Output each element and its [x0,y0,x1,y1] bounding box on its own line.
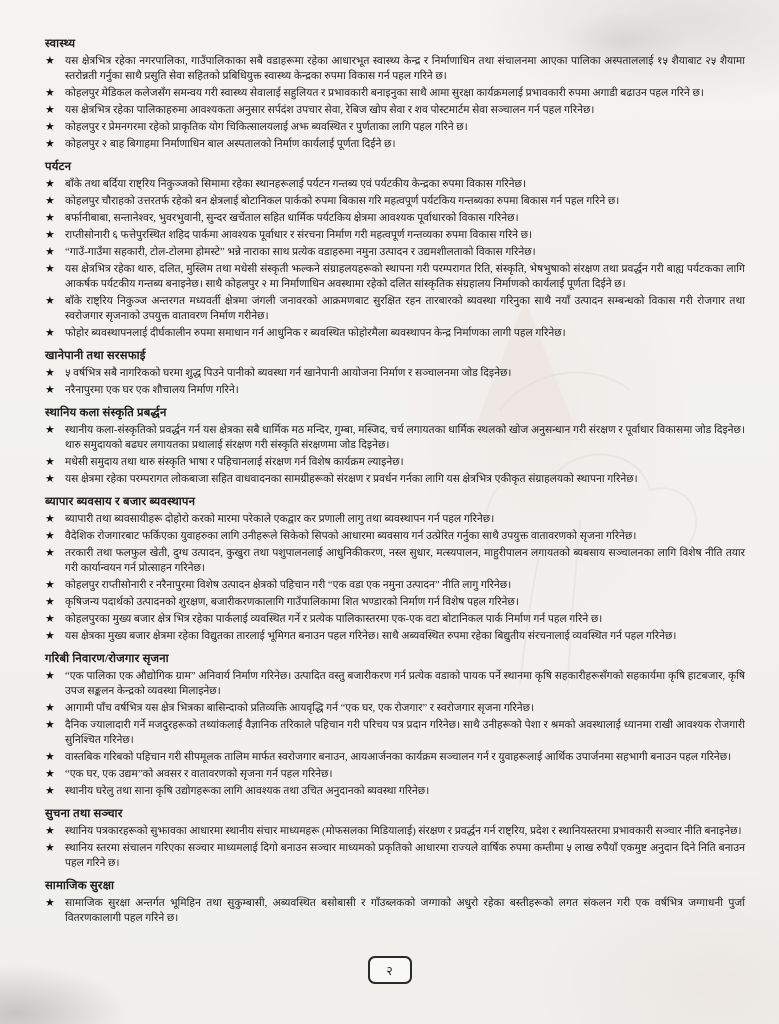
star-bullet-icon: ★ [45,785,55,797]
star-bullet-icon: ★ [45,768,55,780]
section-information-communication [45,806,745,871]
bullet-item [45,194,745,209]
bullet-text: ५ वर्षभित्र सबै नागरिकको घरमा शुद्ध पिउने पानीको ब्यवस्था गर्न खानेपानी आयोजना निर्माण र सञ्चालनमा जोड दिइनेछ। [65,368,512,379]
bullet-list [45,177,745,341]
section-heading: खानेपानी तथा सरसफाई [45,350,146,362]
star-bullet-icon: ★ [45,384,55,396]
bullet-item [45,294,745,324]
star-bullet-icon: ★ [45,246,55,258]
bullet-item [45,326,745,341]
star-bullet-icon: ★ [45,229,55,241]
star-bullet-icon: ★ [45,513,55,525]
bullet-text: कोहलपुरका मुख्य बजार क्षेत्र भित्र रहेका पार्कलाई व्यवस्थित गर्ने र प्रत्येक पालिकास्तरमा एक-एक वटा बोटानिकल पार्क निर्माण गर्न पहल गरिने छ। [65,614,603,625]
bullet-item [45,512,745,527]
bullet-item [45,824,745,839]
bullet-text: बाँके राष्ट्रिय निकुञ्ज अन्तरगत मध्यवर्ती क्षेत्रमा जंगली जनावरको आक्रमणबाट सुरक्षित रहन तारबारको ब्यवस्था गरिनुका साथै नयाँ उत्पादन सम्बन्धको विकास गरी रोजगार तथा स्वरोजगार सृजनाको उपयुक्त वातावरण निर्माण गरीनेछ। [65,296,745,322]
bullet-item [45,529,745,544]
bullet-text: ब्यापारी तथा ब्यवसायीहरू दोहोरो करको मारमा परेकाले एकद्वार कर प्रणाली लागु तथा ब्यवस्थापन गर्न पहल गरिनेछ। [65,514,495,525]
bullet-item [45,784,745,799]
bullet-item [45,701,745,716]
bullet-list [45,669,745,799]
star-bullet-icon: ★ [45,579,55,591]
bullet-text: नरैनापुरमा एक घर एक शौचालय निर्माण गरिने। [65,385,239,396]
bullet-text: यस क्षेत्रभित्र रहेका पालिकाहरुमा आवश्यकता अनुसार सर्पदंश उपचार सेवा, रेबिज खोप सेवा र शव पोस्टमार्टम सेवा सञ्चालन गर्न पहल गरिनेछ। [65,105,595,116]
bullet-list [45,896,745,926]
bullet-list [45,366,745,398]
bullet-item [45,595,745,610]
bullet-text: बाँके तथा बर्दिया राष्ट्रिय निकुञ्जको सिमामा रहेका स्थानहरूलाई पर्यटन गन्तब्य एवं पर्यटकीय केन्द्रका रुपमा विकास गरिनेछ। [65,179,526,190]
star-bullet-icon: ★ [45,55,55,67]
bullet-item [45,546,745,576]
section-heading: गरिबी निवारण/रोजगार सृजना [45,653,169,665]
star-bullet-icon: ★ [45,897,55,909]
section-heading: स्थानिय कला संस्कृति प्रबर्द्धन [45,407,167,419]
bullet-text: स्थानिय स्तरमा संचालन गरिएका सञ्चार माध्यमलाई दिगो बनाउन सञ्चार माध्यमको प्रकृतिको आधारमा राज्यले वार्षिक रुपमा कम्तीमा ५ लाख रुपैयाँ एकमुष्ट अनुदान दिने निति बनाउन पहल गरिने छ। [65,843,745,869]
bullet-text: वास्तबिक गरिबको पहिचान गरी सीपमूलक तालिम मार्फत स्वरोजगार बनाउन, आयआर्जनका कार्यक्रम सञ्चालन गर्न र युवाहरूलाई आर्थिक उपार्जनमा सहभागी बनाउन पहल गरिनेछ। [65,752,732,763]
star-bullet-icon: ★ [45,295,55,307]
section-heading: स्वास्थ्य [45,38,76,50]
star-bullet-icon: ★ [45,367,55,379]
bullet-list [45,824,745,871]
bullet-item [45,211,745,226]
bullet-text: स्थानीय घरेलु तथा साना कृषि उद्योगहरूका लागि आवश्यक तथा उचित अनुदानको ब्यवस्था गरिनेछ। [65,786,430,797]
bullet-item [45,841,745,871]
bullet-text: स्थानिय पत्रकारहरूको सुझावका आधारमा स्थानीय संचार माध्यमहरू (मोफसलका मिडियालाई) संरक्षण र प्रवर्द्धन गर्न राष्ट्रिय, प्रदेश र स्थानियस्तरमा प्रभावकारी सञ्चार नीति बनाइनेछ। [65,826,742,837]
bullet-item [45,669,745,699]
section-heading: सुचना तथा सञ्चार [45,808,123,820]
page-number-box [368,956,412,984]
bullet-item [45,767,745,782]
bullet-text: कृषिजन्य पदार्थको उत्पादनको शुरक्षण, बजारीकरणकालागि गाउँपालिकामा शित भण्डारको निर्माण गर्न विशेष पहल गरिनेछ। [65,597,519,608]
star-bullet-icon: ★ [45,138,55,150]
star-bullet-icon: ★ [45,456,55,468]
star-bullet-icon: ★ [45,702,55,714]
bullet-item [45,120,745,135]
bullet-item [45,177,745,192]
star-bullet-icon: ★ [45,613,55,625]
star-bullet-icon: ★ [45,424,55,436]
document-content [45,30,745,933]
section-social-security [45,878,745,926]
section-heading: सामाजिक सुरक्षा [45,880,115,892]
bullet-item [45,54,745,84]
bullet-text: “एक घर, एक उद्यम”को अवसर र वातावरणको सृजना गर्न पहल गरिनेछ। [65,769,333,780]
star-bullet-icon: ★ [45,473,55,485]
bullet-text: कोहलपुर चौराहको उत्तरतर्फ रहेको बन क्षेत्रलाई बोटानिकल पार्कको रुपमा बिकास गरि महत्वपूर्ण पर्यटकिय गन्तब्यका रुपमा बिकास गर्न पहल गरिने छ। [65,196,620,207]
bullet-text: राप्तीसोनारी ६ फत्तेपुरस्थित शहिद पार्कमा आवश्यक पूर्वाधार र संरचना निर्माण गरी महत्वपूर्ण गन्तव्यका रुपमा विकास गरिने छ। [65,230,533,241]
star-bullet-icon: ★ [45,842,55,854]
bullet-item [45,137,745,152]
bullet-item [45,472,745,487]
section-trade-business-market-management [45,494,745,644]
page-number: २ [386,963,393,978]
bullet-item [45,629,745,644]
bullet-text: सामाजिक सुरक्षा अन्तर्गत भूमिहिन तथा सुकुम्बासी, अब्यवस्थित बसोबासी र गाँउब्लकको जग्गाको अधुरो रहेका बस्तीहरूको लगत संकलन गरी एक वर्षभित्र जग्गाधनी पुर्जा वितरणकालागी पहल गरिने छ। [65,898,745,924]
bullet-item [45,750,745,765]
bullet-item [45,896,745,926]
bullet-text: कोहलपुर र प्रेमनगरमा रहेको प्राकृतिक योग चिकित्सालयलाई अझ ब्यवस्थित र पुर्णताका लागि पहल गरिने छ। [65,122,468,133]
bullet-list [45,512,745,644]
section-poverty-alleviation-employment [45,651,745,799]
star-bullet-icon: ★ [45,719,55,731]
bullet-item [45,383,745,398]
section-tourism [45,159,745,341]
star-bullet-icon: ★ [45,87,55,99]
star-bullet-icon: ★ [45,547,55,559]
bullet-text: कोहलपुर २ बाह बिगाहमा निर्माणाधिन बाल अस्पतालको निर्माण कार्यलाई पूर्णता दिईने छ। [65,139,396,150]
bullet-item [45,262,745,292]
bullet-text: “एक पालिका एक औद्योगिक ग्राम” अनिवार्य निर्माण गरिनेछ। उत्पादित वस्तु बजारीकरण गर्न प्रत्येक वडाको पायक पर्ने स्थानमा कृषि सहकारीहरूसँगको सहकार्यमा कृषि हाटबजार, कृषि उपज सङ्कलन केन्द्रको व्यवस्था मिलाइनेछ। [65,671,745,697]
star-bullet-icon: ★ [45,596,55,608]
star-bullet-icon: ★ [45,630,55,642]
bullet-list [45,54,745,152]
section-local-art-culture-promotion [45,405,745,487]
bullet-item [45,455,745,470]
bullet-text: कोहलपुर मेडिकल कलेजसँग समन्वय गरी स्वास्थ्य सेवालाई सहुलियत र प्रभावकारी बनाइनुका साथै आमा सुरक्षा कार्यक्रमलाई प्रभावकारी रुपमा अगाडी बढाउन पहल गरिने छ। [65,88,704,99]
bullet-item [45,612,745,627]
bullet-text: दैनिक ज्यालादारी गर्ने मजदुरहरूको तथ्यांकलाई वैज्ञानिक तरिकाले पहिचान गरी परिचय पत्र प्रदान गरिनेछ। साथै उनीहरूको पेशा र श्रमको अवस्थालाई ध्यानमा राखी आवश्यक रोजगारी सुनिश्चित गरिनेछ। [65,720,745,746]
star-bullet-icon: ★ [45,670,55,682]
bullet-text: आगामी पाँच वर्षभित्र यस क्षेत्र भित्रका बासिन्दाको प्रतिव्यक्ति आयवृद्धि गर्न “एक घर, एक रोजगार” र स्वरोजगार सृजना गरिनेछ। [65,703,535,714]
section-drinking-water-sanitation [45,348,745,398]
bullet-text: यस क्षेत्रभित्र रहेका नगरपालिका, गाउँपालिकाका सबै वडाहरूमा रहेका आधारभूत स्वास्थ्य केन्द्र र निर्माणाधिन तथा संचालनमा आएका पालिका अस्पताललाई १५ शैयाबाट २५ शैयामा स्तरोन्नती गर्नुका साथै प्रसुति सेवा सहितको प्रबिधियुक्त स्वास्थ्य केन्द्रका रुपमा विकास गर्न पहल गरिने छ। [65,56,745,82]
star-bullet-icon: ★ [45,327,55,339]
star-bullet-icon: ★ [45,104,55,116]
bullet-item [45,245,745,260]
bullet-item [45,423,745,453]
bullet-item [45,86,745,101]
bullet-text: तरकारी तथा फलफुल खेती, दुग्ध उत्पादन, कुखुरा तथा पशुपालनलाई आधुनिकीकरण, नस्ल सुधार, मत्स्यपालन, माहुरीपालन लगायतको ब्यबसाय सञ्चालनका लागि विशेष नीति तयार गरी कार्यान्वयन गर्न प्रोत्साहन गरिनेछ। [65,548,745,574]
section-heading: ब्यापार ब्यवसाय र बजार ब्यवस्थापन [45,496,196,508]
bullet-text: यस क्षेत्रका मुख्य बजार क्षेत्रमा रहेका विद्युतका तारलाई भूमिगत बनाउन पहल गरिनेछ। साथै अब्यवस्थित रुपमा रहेका बिद्युतीय संरचनालाई व्यवस्थित गर्न पहल गरिनेछ। [65,631,677,642]
bullet-item [45,578,745,593]
bullet-item [45,366,745,381]
section-heading: पर्यटन [45,161,72,173]
star-bullet-icon: ★ [45,178,55,190]
bullet-text: यस क्षेत्रभित्र रहेका थारु, दलित, मुस्लिम तथा मधेसी संस्कृती झल्कने संग्राहलयहरूको स्थापना गरी परम्परागत रिति, संस्कृति, भेषभुषाको संरक्षण तथा प्रवर्द्धन गरी बाह्य पर्यटकका लागि आकर्षक पर्यटकीय गन्तब्य बनाइनेछ। साथै कोहलपुर २ मा निर्माणाधिन अवस्थामा रहेको दलित सांस्कृतिक संग्रहालय निर्माणको कार्यलाई पूर्णता दिईने छ। [65,264,745,290]
star-bullet-icon: ★ [45,195,55,207]
bullet-item [45,228,745,243]
bullet-text: बर्फानीबाबा, सन्तानेश्वर, भुवरभुवानी, सुन्दर खर्चेताल सहित धार्मिक पर्यटकिय क्षेत्रमा आवश्यक पूर्वाधारको विकास गरिनेछ। [65,213,519,224]
star-bullet-icon: ★ [45,121,55,133]
bullet-item [45,103,745,118]
bullet-text: फोहोर ब्यवस्थापनलाई दीर्घकालीन रुपमा समाधान गर्न आधुनिक र ब्यवस्थित फोहोरमैला ब्यवस्थापन केन्द्र निर्माणका लागी पहल गरिनेछ। [65,328,566,339]
bullet-list [45,423,745,487]
section-health [45,36,745,152]
bullet-text: “गाउँ-गाउँमा सहकारी, टोल-टोलमा होमस्टे” भन्ने नाराका साथ प्रत्येक वडाहरुमा नमुना उत्पादन र उद्यमशीलताको विकास गरिनेछ। [65,247,536,258]
star-bullet-icon: ★ [45,212,55,224]
bullet-text: मधेसी समुदाय तथा थारु संस्कृति भाषा र पहिचानलाई संरक्षण गर्न विशेष कार्यक्रम ल्याइनेछ। [65,457,404,468]
star-bullet-icon: ★ [45,825,55,837]
star-bullet-icon: ★ [45,751,55,763]
bullet-text: वैदेशिक रोजगारबाट फर्किएका युवाहरुका लागि उनीहरूले सिकेको सिपको आधारमा ब्यवसाय गर्न उत्प्रेरित गर्नुका साथै उपयुक्त वातावरणको सृजना गरिनेछ। [65,531,637,542]
star-bullet-icon: ★ [45,530,55,542]
bullet-text: कोहलपुर राप्तीसोनारी र नरैनापुरमा विशेष उत्पादन क्षेत्रको पहिचान गरी “एक वडा एक नमुना उत्पादन” नीति लागु गरिनेछ। [65,580,512,591]
star-bullet-icon: ★ [45,263,55,275]
bullet-text: स्थानीय कला-संस्कृतिको प्रवर्द्धन गर्न यस क्षेत्रका सबै धार्मिक मठ मन्दिर, गुम्बा, मस्जिद, चर्च लगायतका धार्मिक स्थलको खोज अनुसन्धान गरी संरक्षण र पूर्वाधार विकासमा जोड दिइनेछ। थारु समुदायको बढघर लगायतका प्रथालाई संरक्षण गरी संस्कृति संरक्षणमा जोड दिइनेछ। [65,425,745,451]
bullet-text: यस क्षेत्रमा रहेका परम्परागत लोकबाजा सहित वाधवादनका सामग्रीहरूको संरक्षण र प्रवर्धन गर्नका लागि यस क्षेत्रभित्र एकीकृत संग्राहलयको स्थापना गरिनेछ। [65,474,638,485]
bullet-item [45,718,745,748]
